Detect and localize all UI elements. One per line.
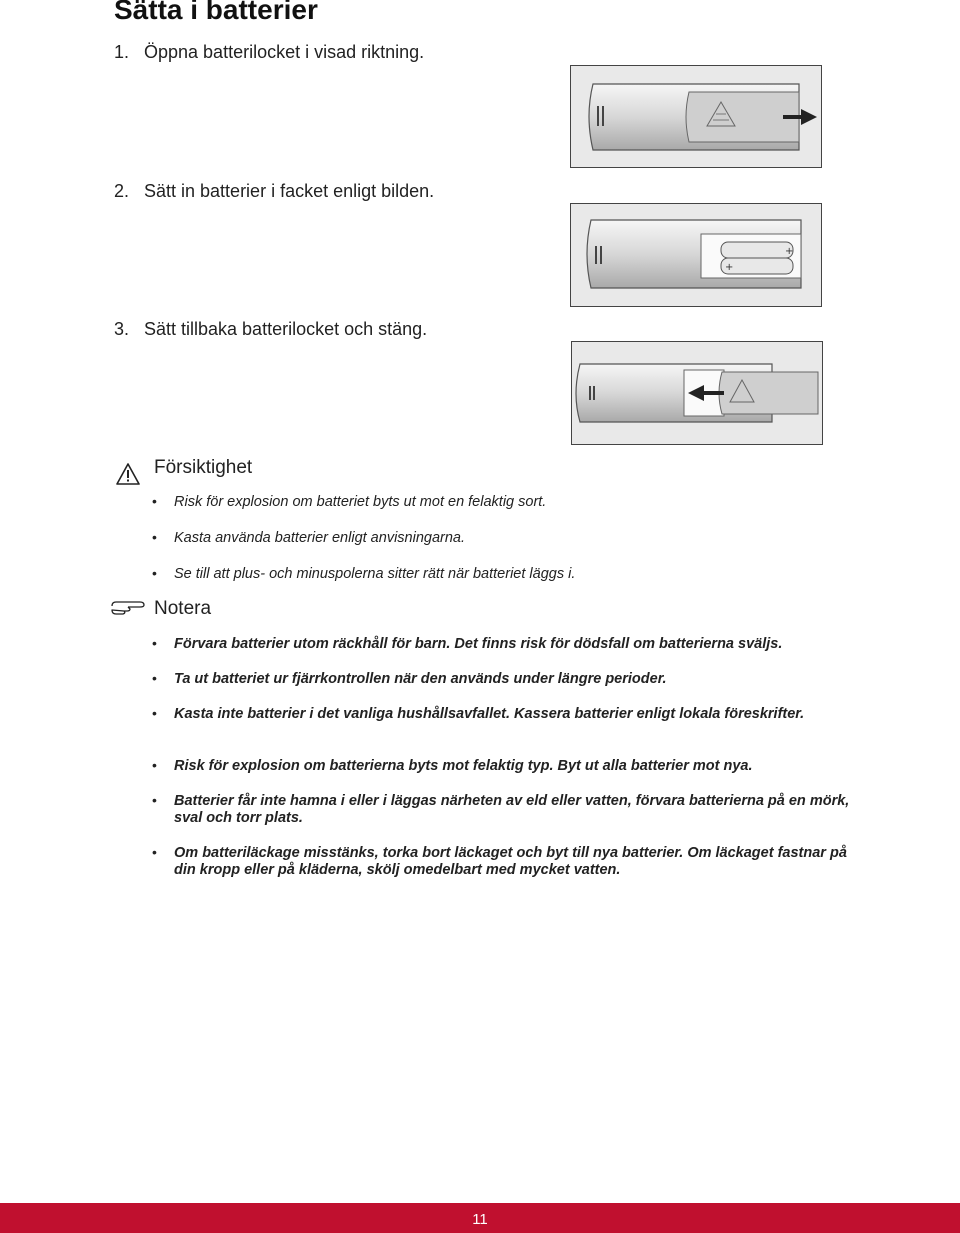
step-number: 1. (114, 42, 130, 62)
note-item: • Kasta inte batterier i det vanliga hushållsavfallet. Kassera batterier enligt lokala föreskrifter. (152, 705, 805, 722)
caution-item: • Risk för explosion om batteriet byts ut mot en felaktig sort. (152, 493, 547, 510)
note-item: • Förvara batterier utom räckhåll för barn. Det finns risk för dödsfall om batterierna sväljs. (152, 635, 783, 652)
figure-insert-batteries (570, 203, 822, 307)
note-item: • Ta ut batteriet ur fjärrkontrollen när den används under längre perioder. (152, 670, 667, 687)
remote-close-illustration (572, 342, 822, 444)
remote-open-illustration (571, 66, 821, 167)
caution-item: • Se till att plus- och minuspolerna sitter rätt när batteriet läggs i. (152, 565, 576, 582)
remote-batteries-illustration (571, 204, 821, 306)
svg-text:+: + (785, 246, 794, 257)
note-item: • Risk för explosion om batterierna byts mot felaktig typ. Byt ut alla batterier mot nya. (152, 757, 753, 774)
pointing-hand-icon (110, 598, 146, 616)
figure-open-cover (570, 65, 822, 168)
note-item: • Om batteriläckage misstänks, torka bort läckaget och byt till nya batterier. Om läckaget fastnar på din kropp eller på kläderna, skölj omedelbart med mycket vatten. (152, 844, 847, 878)
page-footer (0, 1203, 960, 1233)
step-text: Öppna batterilocket i visad riktning. (144, 42, 425, 62)
page-title: Sätta i batterier (114, 0, 318, 25)
step-1 (114, 42, 424, 63)
step-text: Sätt tillbaka batterilocket och stäng. (144, 319, 428, 339)
step-number: 3. (114, 319, 130, 339)
step-3 (114, 319, 427, 340)
note-item: • Batterier får inte hamna i eller i läggas närheten av eld eller vatten, förvara batterierna på en mörk, sval och torr plats. (152, 792, 850, 826)
warning-triangle-icon (116, 463, 140, 485)
step-2 (114, 181, 434, 202)
svg-text:+: + (725, 262, 734, 273)
caution-item: • Kasta använda batterier enligt anvisningarna. (152, 529, 465, 546)
step-number: 2. (114, 181, 130, 201)
caution-heading: Försiktighet (154, 457, 253, 478)
page-number: 11 (472, 1211, 488, 1228)
note-heading: Notera (154, 598, 212, 619)
figure-close-cover (571, 341, 823, 445)
step-text: Sätt in batterier i facket enligt bilden. (144, 181, 435, 201)
